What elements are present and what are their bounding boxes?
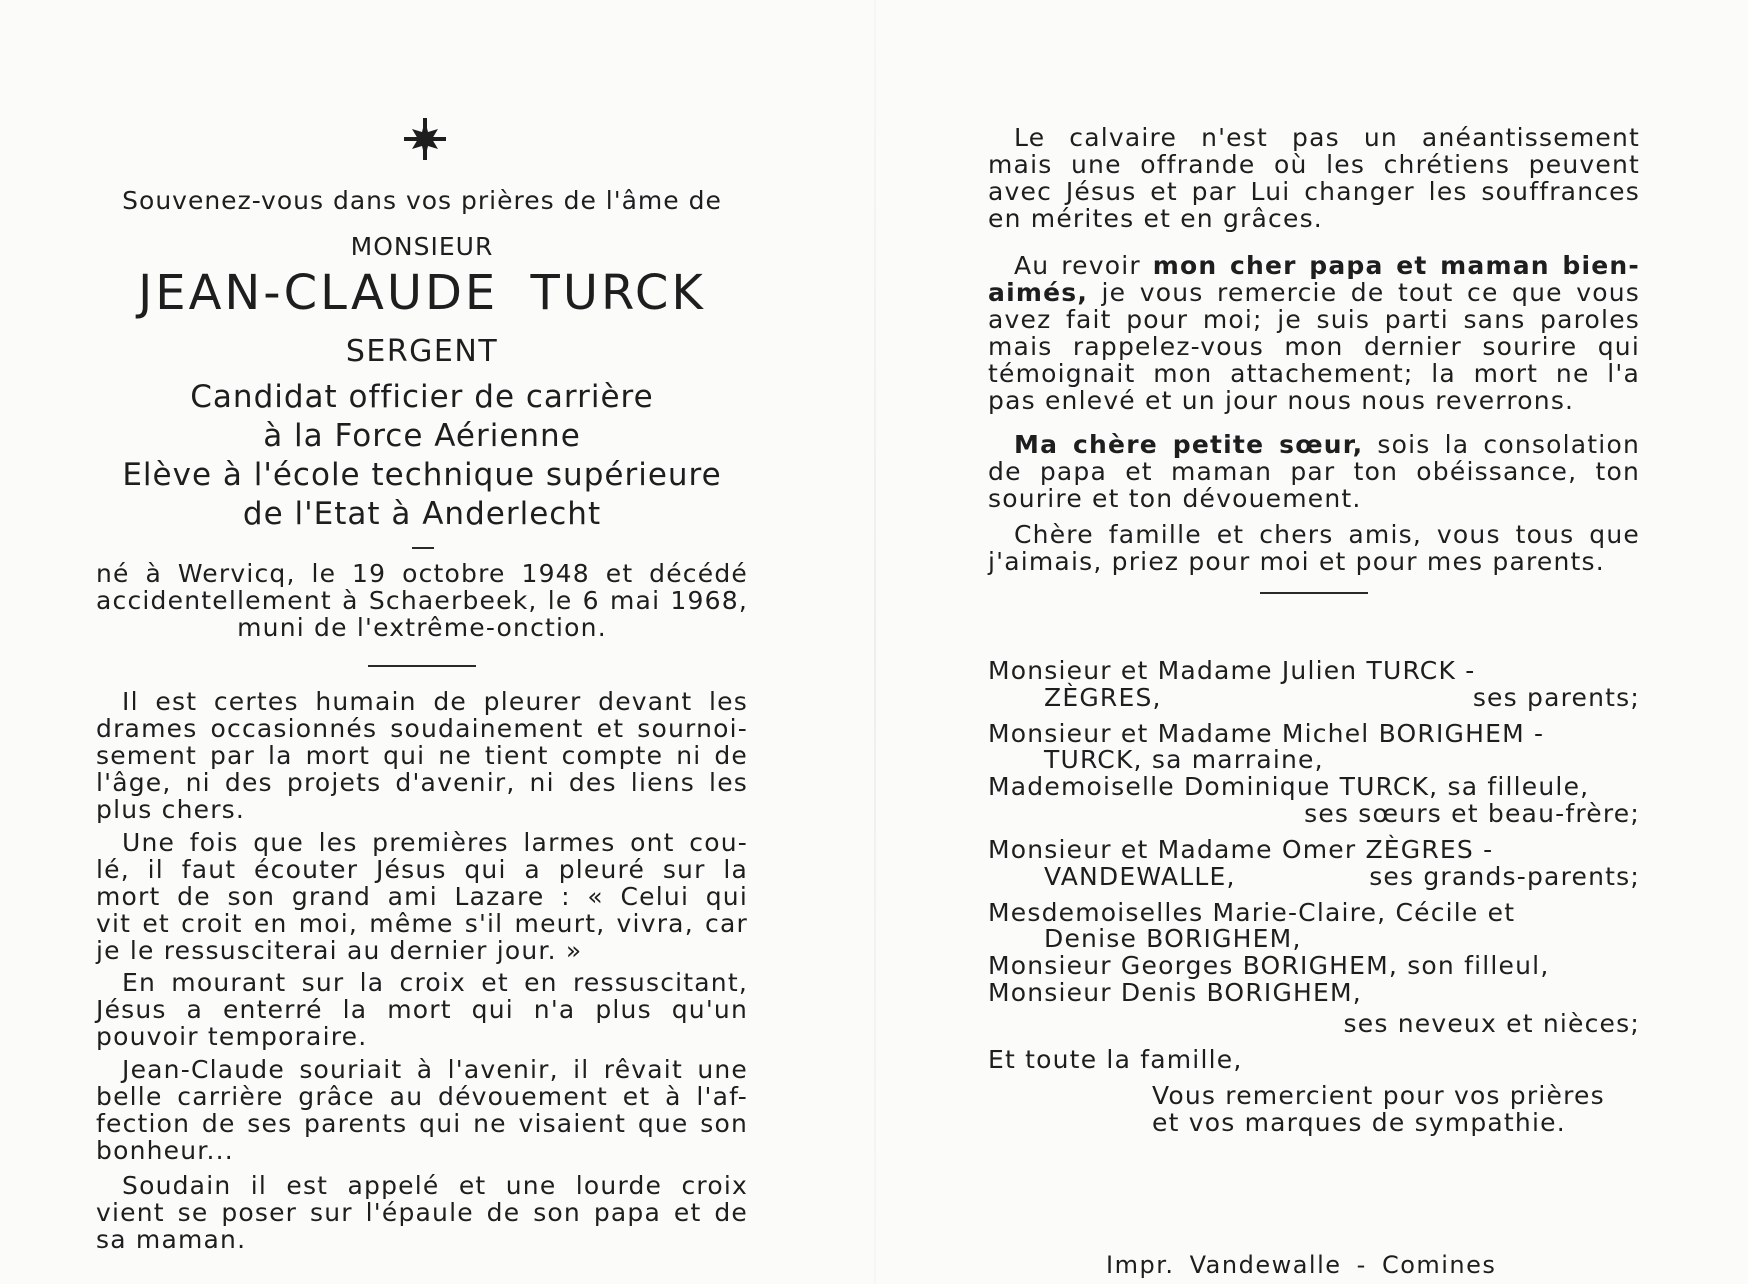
text-line: vit et croit en moi, même s'il meurt, vivra, car — [96, 909, 748, 938]
text-line: avez fait pour moi; je suis parti sans paroles — [988, 305, 1640, 334]
text-run: je vous remercie de tout ce que vous — [1088, 278, 1640, 307]
paragraph — [988, 124, 1640, 232]
thanks-line: Vous remercient pour vos prières — [1152, 1081, 1605, 1110]
text-line: en mérites et en grâces. — [988, 204, 1323, 233]
family-line: Mademoiselle Dominique TURCK, sa filleule, — [988, 772, 1590, 801]
text-line: mais rappelez-vous mon dernier sourire qui — [988, 332, 1640, 361]
text-line: mais une offrande où les chrétiens peuvent — [988, 150, 1640, 179]
bold-run: mon cher papa et maman bien- — [1152, 251, 1640, 280]
text-line: pas enlevé et un jour nous nous reverrons. — [988, 386, 1575, 415]
text-run: Au revoir — [1014, 251, 1153, 280]
paragraph — [96, 1056, 748, 1164]
family-line: Monsieur et Madame Julien TURCK - — [988, 656, 1476, 685]
text-line: je le ressusciterai au dernier jour. » — [96, 936, 583, 965]
text-line: de papa et maman par ton obéissance, ton — [988, 457, 1640, 486]
page-fold — [874, 0, 876, 1284]
birth-line: accidentellement à Schaerbeek, le 6 mai 1968, — [96, 586, 748, 615]
text-line — [988, 279, 1640, 306]
text-line: Jean-Claude souriait à l'avenir, il rêvait une — [122, 1055, 748, 1084]
deceased-name: JEAN-CLAUDE TURCK — [138, 265, 706, 321]
bold-run: aimés, — [988, 278, 1089, 307]
text-line: sa maman. — [96, 1225, 247, 1254]
paragraph — [988, 252, 1640, 414]
cross-icon — [404, 118, 446, 160]
text-line: Il est certes humain de pleurer devant les — [122, 687, 748, 716]
family-line: Monsieur Georges BORIGHEM, son filleul, — [988, 951, 1550, 980]
title-line: à la Force Aérienne — [263, 418, 581, 454]
text-line: Une fois que les premières larmes ont cou- — [122, 828, 748, 857]
family-line: VANDEWALLE, — [1044, 862, 1236, 891]
birth-line: muni de l'extrême-onction. — [237, 613, 607, 642]
text-line: plus chers. — [96, 795, 246, 824]
text-line: mort de son grand ami Lazare : « Celui qui — [96, 882, 748, 911]
divider-short — [412, 547, 434, 549]
text-line: belle carrière grâce au dévouement et à l'af- — [96, 1082, 748, 1111]
paragraph — [96, 1172, 748, 1253]
paragraph — [96, 969, 748, 1050]
rank: SERGENT — [345, 334, 499, 369]
text-line — [988, 252, 1640, 279]
paragraph — [988, 431, 1640, 512]
text-line: témoignait mon attachement; la mort ne l'a — [988, 359, 1640, 388]
divider — [368, 665, 476, 667]
text-line: vient se poser sur l'épaule de son papa et de — [96, 1198, 748, 1227]
title-line: de l'Etat à Anderlecht — [242, 496, 602, 532]
text-line: avec Jésus et par Lui changer les souffrances — [988, 177, 1640, 206]
family-line: Mesdemoiselles Marie-Claire, Cécile et — [988, 898, 1516, 927]
family-line: TURCK, sa marraine, — [1044, 745, 1324, 774]
text-line: sourire et ton dévouement. — [988, 484, 1362, 513]
family-line: ZÈGRES, — [1044, 683, 1162, 712]
family-relation: ses sœurs et beau-frère; — [1304, 799, 1640, 828]
text-line: drames occasionnés soudainement et sournoi- — [96, 714, 748, 743]
printer-credit: Impr. Vandewalle - Comines — [1106, 1251, 1497, 1279]
paragraph — [988, 521, 1640, 575]
birth-death-block — [96, 560, 748, 641]
paragraph — [96, 829, 748, 964]
honorific: MONSIEUR — [350, 232, 494, 261]
family-line: Monsieur et Madame Michel BORIGHEM - — [988, 719, 1545, 748]
bold-run: Ma chère petite sœur, — [1014, 430, 1364, 459]
thanks-line: et vos marques de sympathie. — [1152, 1108, 1566, 1137]
title-line: Elève à l'école technique supérieure — [122, 457, 722, 493]
text-line: bonheur... — [96, 1136, 234, 1165]
text-line — [988, 431, 1640, 458]
text-line: pouvoir temporaire. — [96, 1022, 368, 1051]
text-line: Le calvaire n'est pas un anéantissement — [1014, 123, 1640, 152]
text-line: l'âge, ni des projets d'avenir, ni des liens les — [96, 768, 748, 797]
birth-line: né à Wervicq, le 19 octobre 1948 et décédé — [96, 559, 748, 588]
family-line: Denise BORIGHEM, — [1044, 924, 1302, 953]
family-line: Monsieur Denis BORIGHEM, — [988, 978, 1362, 1007]
paragraph — [96, 688, 748, 823]
titles-block — [96, 378, 748, 534]
text-line: sement par la mort qui ne tient compte ni de — [96, 741, 748, 770]
text-run: sois la consolation — [1363, 430, 1640, 459]
family-line: Monsieur et Madame Omer ZÈGRES - — [988, 835, 1494, 864]
text-line: Jésus a enterré la mort qui n'a plus qu'un — [96, 995, 748, 1024]
text-line: j'aimais, priez pour moi et pour mes parents. — [988, 547, 1605, 576]
title-line: Candidat officier de carrière — [190, 379, 654, 415]
divider — [1260, 592, 1368, 594]
family-relation: ses neveux et nièces; — [1343, 1009, 1640, 1038]
text-line: lé, il faut écouter Jésus qui a pleuré sur la — [96, 855, 748, 884]
family-line: Et toute la famille, — [988, 1045, 1243, 1074]
text-line: Chère famille et chers amis, vous tous que — [1014, 520, 1640, 549]
family-relation: ses parents; — [1472, 683, 1640, 712]
intro-line: Souvenez-vous dans vos prières de l'âme de — [122, 186, 722, 215]
family-relation: ses grands-parents; — [1369, 862, 1640, 891]
text-line: fection de ses parents qui ne visaient que son — [96, 1109, 748, 1138]
text-line: En mourant sur la croix et en ressuscitant, — [122, 968, 748, 997]
text-line: Soudain il est appelé et une lourde croix — [122, 1171, 748, 1200]
